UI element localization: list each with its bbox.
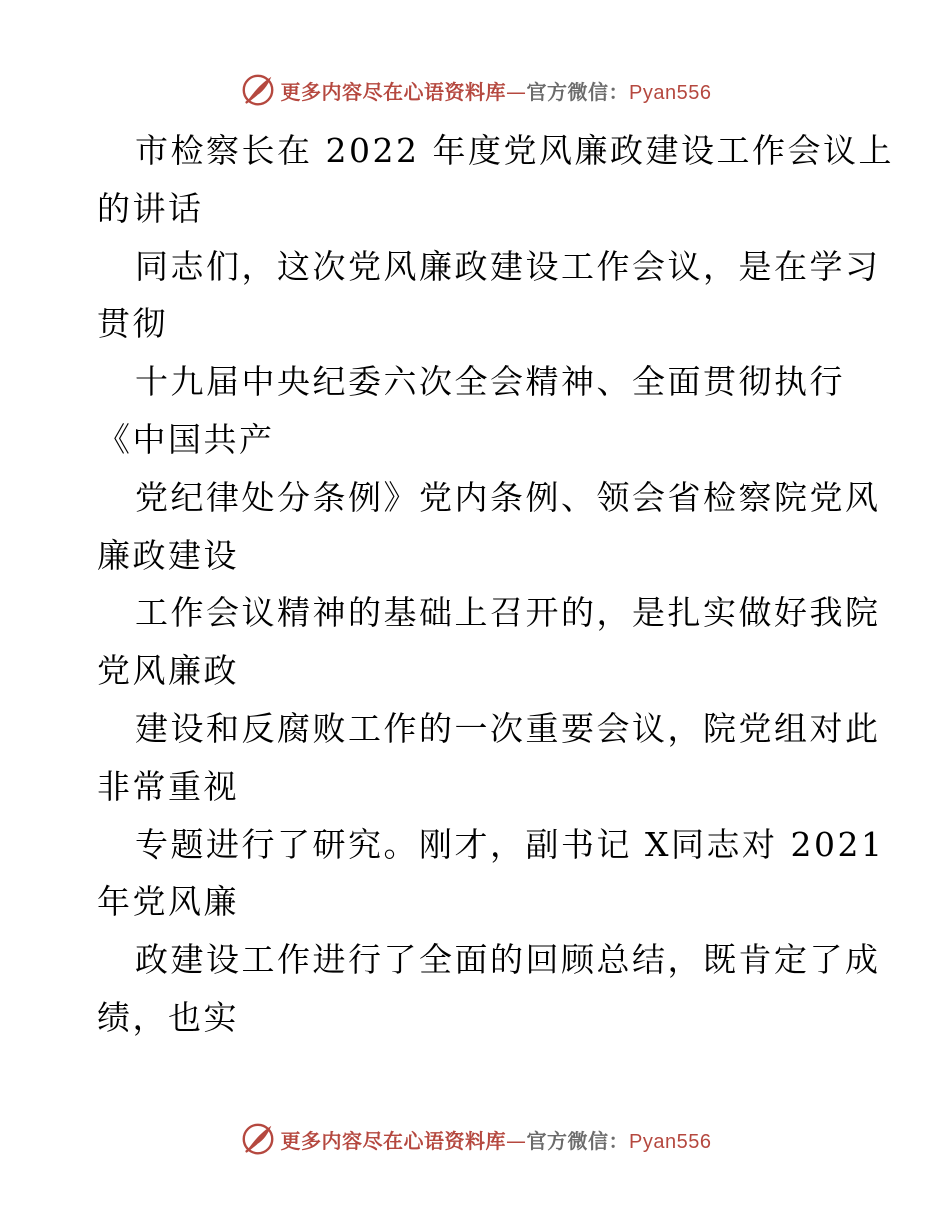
paragraph-line: 党风廉政 [97, 651, 239, 691]
document-title-line-1: 市检察长在 2022 年度党风廉政建设工作会议上 [135, 131, 894, 170]
paragraph-line: 廉政建设 [97, 535, 239, 575]
document-title-line-2: 的讲话 [97, 188, 204, 228]
banner-separator: — [506, 79, 527, 104]
paragraph-line: 十九届中央纪委六次全会精神、全面贯彻执行 [135, 362, 845, 402]
banner-wechat-id: Pyan556 [629, 81, 712, 104]
paragraph-line: 党纪律处分条例》党内条例、领会省检察院党风 [135, 477, 881, 517]
paragraph-line: 《中国共产 [97, 419, 275, 459]
paragraph-line: 政建设工作进行了全面的回顾总结，既肯定了成 [135, 940, 881, 980]
feather-quill-logo-icon [239, 71, 277, 109]
paragraph-line: 工作会议精神的基础上召开的，是扎实做好我院 [135, 593, 881, 633]
banner-wechat-id: Pyan556 [629, 1130, 712, 1153]
banner-title: 更多内容尽在心语资料库 [280, 79, 507, 104]
paragraph-line: 非常重视 [97, 766, 239, 806]
banner-wechat-label: 官方微信： [526, 79, 630, 104]
banner-separator: — [506, 1128, 527, 1153]
banner-text [281, 1125, 712, 1154]
footer-banner [0, 1117, 950, 1161]
paragraph-line: 专题进行了研究。刚才，副书记 X同志对 2021 [135, 824, 885, 864]
banner-text [281, 76, 712, 105]
paragraph-line: 同志们，这次党风廉政建设工作会议，是在学习 [135, 246, 881, 286]
paragraph-line: 建设和反腐败工作的一次重要会议，院党组对此 [135, 708, 881, 748]
document-body [97, 122, 894, 1047]
paragraph-line: 年党风廉 [97, 882, 239, 922]
paragraph-line: 贯彻 [97, 304, 168, 344]
paragraph-line: 绩，也实 [97, 997, 239, 1037]
header-banner [0, 68, 950, 112]
banner-wechat-label: 官方微信： [526, 1128, 630, 1153]
feather-quill-logo-icon [239, 1120, 277, 1158]
banner-title: 更多内容尽在心语资料库 [280, 1128, 507, 1153]
